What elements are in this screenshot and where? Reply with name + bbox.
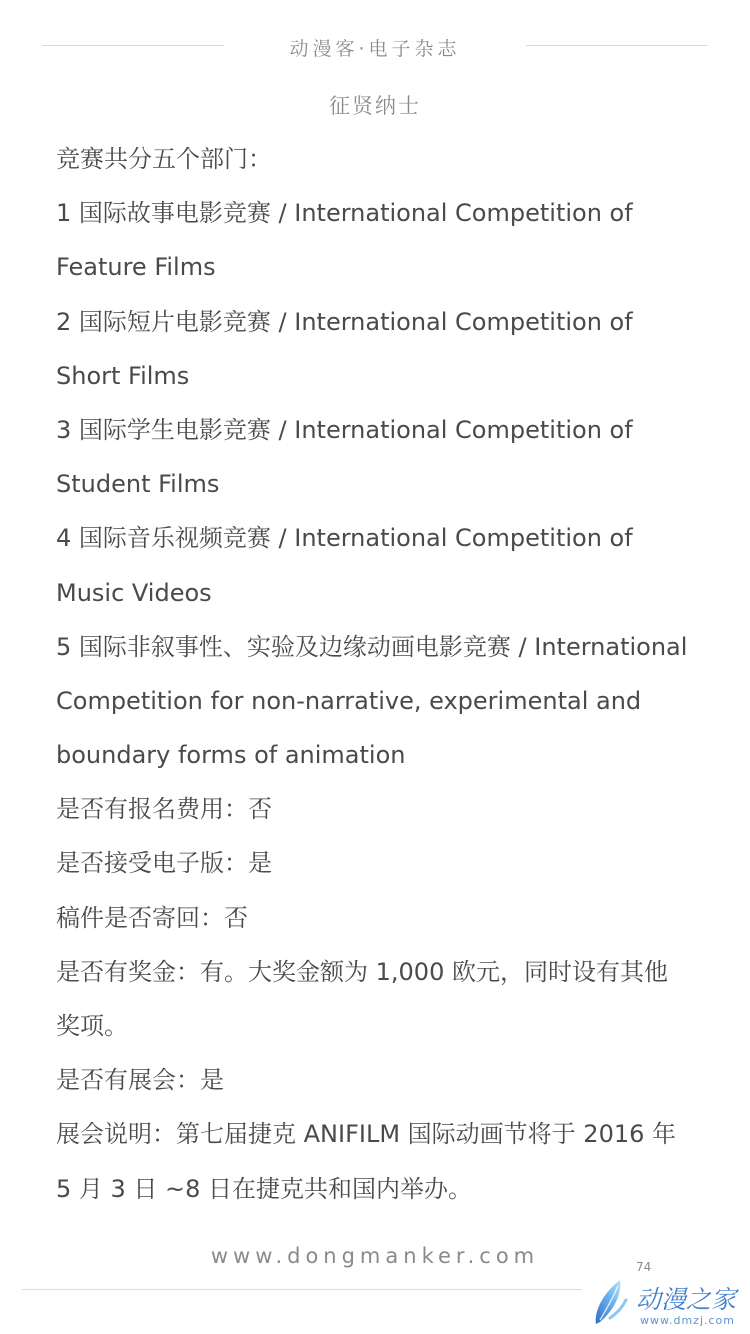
section-title: 征贤纳士 xyxy=(329,94,421,118)
text-line: 是否有报名费用：否 xyxy=(56,795,272,824)
text-line: 竞赛共分五个部门： xyxy=(56,145,272,173)
header-divider-right xyxy=(526,45,708,46)
text-line: Competition for non-narrative, experimental and xyxy=(56,686,642,715)
text-line: Feature Films xyxy=(56,253,216,282)
text-line: 5 国际非叙事性、实验及边缘动画电影竞赛 / International xyxy=(56,632,688,661)
text-line: 1 国际故事电影竞赛 / International Competition of xyxy=(56,199,633,228)
header xyxy=(0,28,750,64)
text-line: 4 国际音乐视频竞赛 / International Competition of xyxy=(56,524,633,553)
magazine-title: 动漫客·电子杂志 xyxy=(289,38,461,60)
text-line: 稿件是否寄回：否 xyxy=(56,903,248,932)
article-body xyxy=(56,132,706,1216)
text-line: 展会说明：第七届捷克 ANIFILM 国际动画节将于 2016 年 xyxy=(56,1120,677,1149)
page-number: 74 xyxy=(636,1260,652,1274)
text-line: 是否有奖金：有。大奖金额为 1,000 欧元，同时设有其他 xyxy=(56,957,668,986)
logo-text: 动漫之家 xyxy=(636,1285,737,1314)
text-line: 5 月 3 日 ~8 日在捷克共和国内举办。 xyxy=(56,1174,473,1203)
text-line: Music Videos xyxy=(56,578,212,607)
text-line: 是否接受电子版：是 xyxy=(56,849,272,878)
website-url: www.dongmanker.com xyxy=(210,1244,540,1268)
footer-divider xyxy=(22,1289,582,1290)
text-line: boundary forms of animation xyxy=(56,741,406,770)
text-line: 奖项。 xyxy=(56,1012,128,1040)
text-line: 3 国际学生电影竞赛 / International Competition of xyxy=(56,415,633,444)
feather-logo-icon xyxy=(590,1274,634,1328)
text-line: 2 国际短片电影竞赛 / International Competition of xyxy=(56,307,633,336)
site-logo[interactable] xyxy=(590,1274,740,1330)
text-line: Student Films xyxy=(56,470,220,499)
text-line: Short Films xyxy=(56,361,190,390)
text-line: 是否有展会：是 xyxy=(56,1066,224,1095)
logo-url: www.dmzj.com xyxy=(640,1314,735,1327)
